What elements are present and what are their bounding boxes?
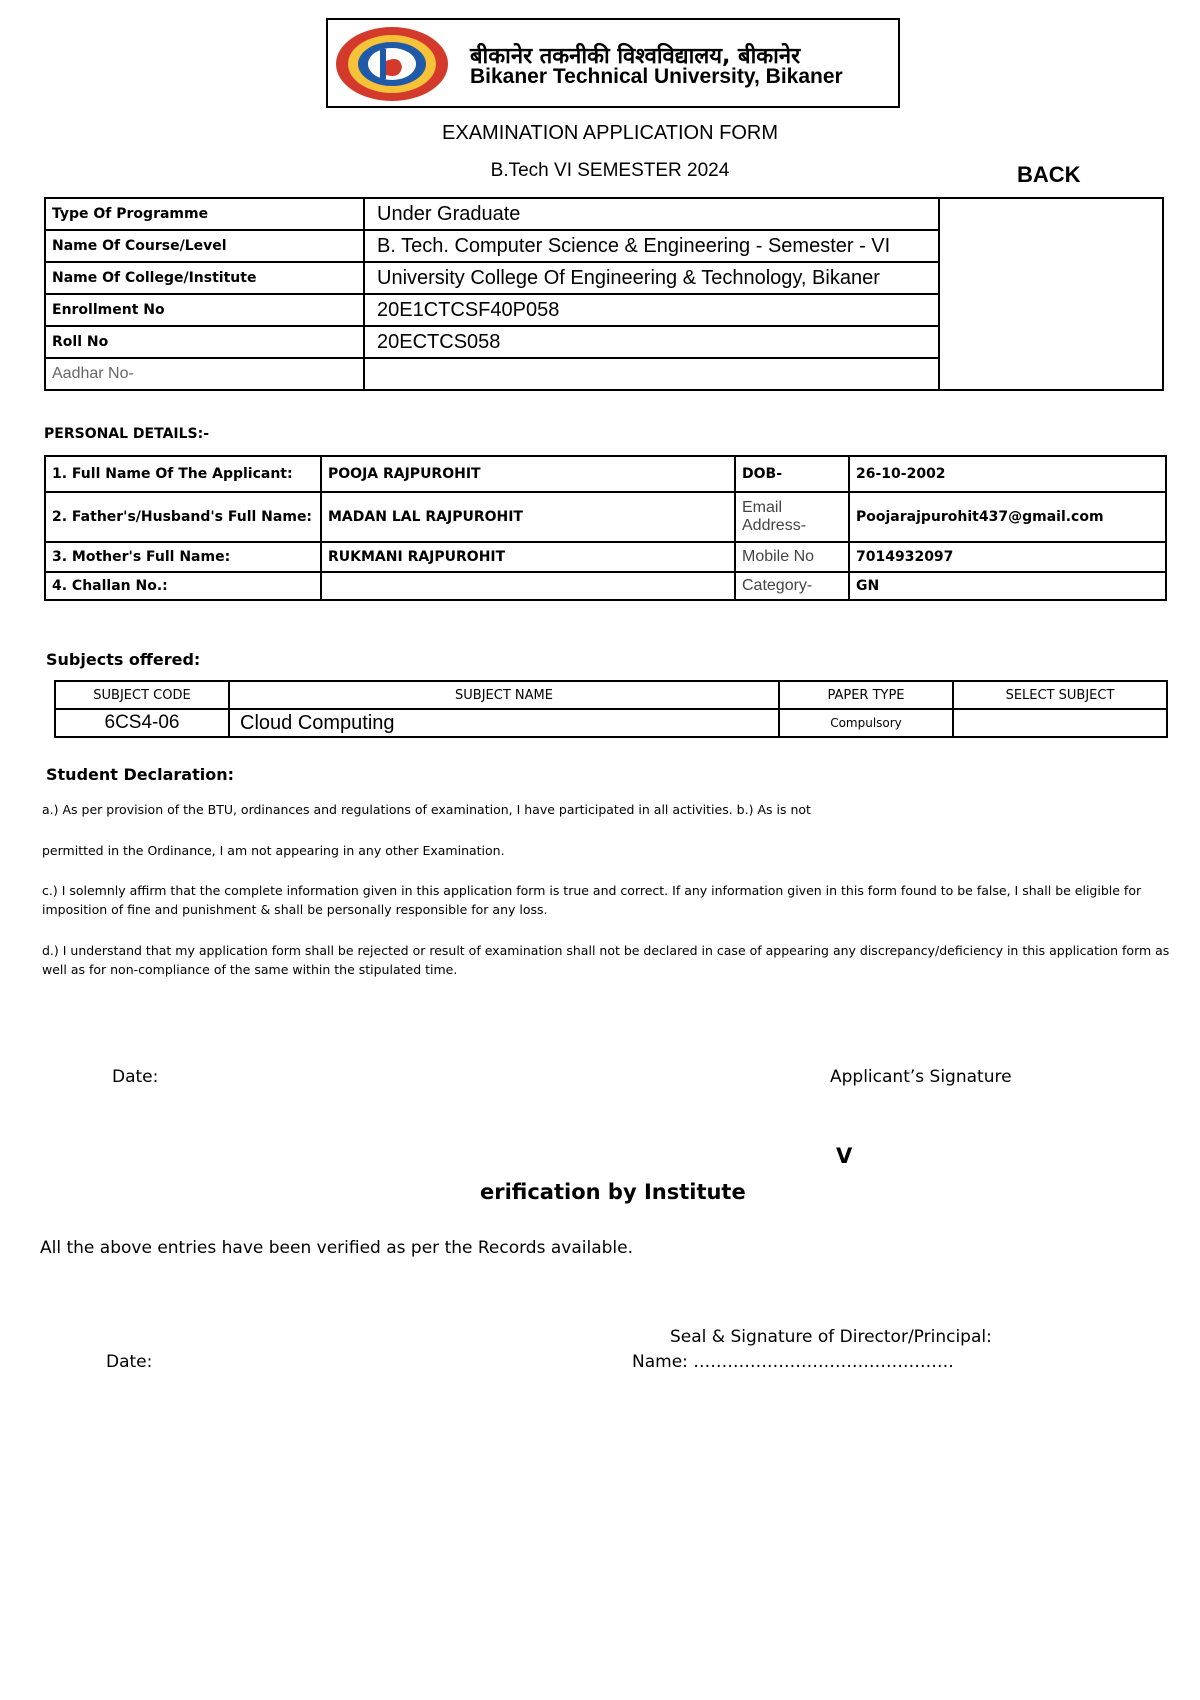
header-select-subject: SELECT SUBJECT [953,681,1167,709]
personal-label2: Email Address- [735,492,849,542]
personal-value: RUKMANI RAJPUROHIT [321,542,735,572]
info-label: Roll No [45,326,364,358]
verification-title: erification by Institute [480,1180,746,1204]
name-label: Name: ………………………………………. [632,1352,954,1372]
header-paper-type: PAPER TYPE [779,681,953,709]
declaration-para-d: d.) I understand that my application form shall be rejected or result of examination shall not be declared in case of appearing any discrepancy/deficiency in this application form as well as for non-compliance of the same within the stipulated time. [42,943,1170,977]
table-row [45,572,1166,600]
personal-label: 2. Father's/Husband's Full Name: [45,492,321,542]
university-logo [334,25,450,103]
info-value: University College Of Engineering & Technology, Bikaner [364,262,939,294]
university-name-english: Bikaner Technical University, Bikaner [470,65,843,88]
personal-label2: DOB- [735,456,849,492]
back-label: BACK [1017,162,1081,187]
personal-details-table [44,455,1167,601]
personal-label: 1. Full Name Of The Applicant: [45,456,321,492]
personal-label2: Mobile No [735,542,849,572]
header-subject-name: SUBJECT NAME [229,681,779,709]
date-label-2: Date: [106,1352,153,1372]
table-row [45,456,1166,492]
info-value [364,358,939,390]
subject-code: 6CS4-06 [55,709,229,737]
date-label: Date: [112,1067,159,1087]
subject-name: Cloud Computing [229,709,779,737]
info-label: Name Of Course/Level [45,230,364,262]
verification-statement: All the above entries have been verified as per the Records available. [40,1238,633,1258]
paper-type: Compulsory [779,709,953,737]
subjects-title: Subjects offered: [46,650,201,669]
personal-label2: Category- [735,572,849,600]
declaration-para-c: c.) I solemnly affirm that the complete information given in this application form is true and correct. If any information given in this form found to be false, I shall be eligible for imposition of fine and punishment & shall be personally responsible for any loss. [42,883,1142,917]
seal-signature-label: Seal & Signature of Director/Principal: [670,1327,992,1347]
subjects-table [54,680,1168,738]
personal-label: 3. Mother's Full Name: [45,542,321,572]
program-info-table [44,197,1164,391]
info-label: Enrollment No [45,294,364,326]
photo-box [939,198,1163,390]
table-row [55,709,1167,737]
info-label: Type Of Programme [45,198,364,230]
form-title: EXAMINATION APPLICATION FORM [442,122,778,144]
info-label: Name Of College/Institute [45,262,364,294]
declaration-para-a-cont: permitted in the Ordinance, I am not appearing in any other Examination. [42,843,505,858]
info-value: 20ECTCS058 [364,326,939,358]
declaration-para-a: a.) As per provision of the BTU, ordinances and regulations of examination, I have participated in all activities. b.) As is not [42,802,811,817]
table-row [45,198,1163,230]
university-name-hindi: बीकानेर तकनीकी विश्वविद्यालय, बीकानेर [470,44,801,69]
personal-value: MADAN LAL RAJPUROHIT [321,492,735,542]
info-value: Under Graduate [364,198,939,230]
personal-details-title: PERSONAL DETAILS:- [44,426,210,442]
personal-label: 4. Challan No.: [45,572,321,600]
info-value: B. Tech. Computer Science & Engineering - Semester - VI [364,230,939,262]
personal-value2: Poojarajpurohit437@gmail.com [849,492,1166,542]
personal-value2: 7014932097 [849,542,1166,572]
personal-value [321,572,735,600]
table-row [45,542,1166,572]
table-row [45,492,1166,542]
verification-v: V [836,1144,853,1168]
select-subject-cell[interactable] [953,709,1167,737]
personal-value2: GN [849,572,1166,600]
personal-value2: 26-10-2002 [849,456,1166,492]
form-subtitle: B.Tech VI SEMESTER 2024 [490,160,730,181]
header-subject-code: SUBJECT CODE [55,681,229,709]
info-value: 20E1CTCSF40P058 [364,294,939,326]
declaration-title: Student Declaration: [46,765,234,784]
applicant-signature-label: Applicant’s Signature [830,1067,1012,1087]
info-label: Aadhar No- [45,358,364,390]
personal-value: POOJA RAJPUROHIT [321,456,735,492]
table-header-row [55,681,1167,709]
